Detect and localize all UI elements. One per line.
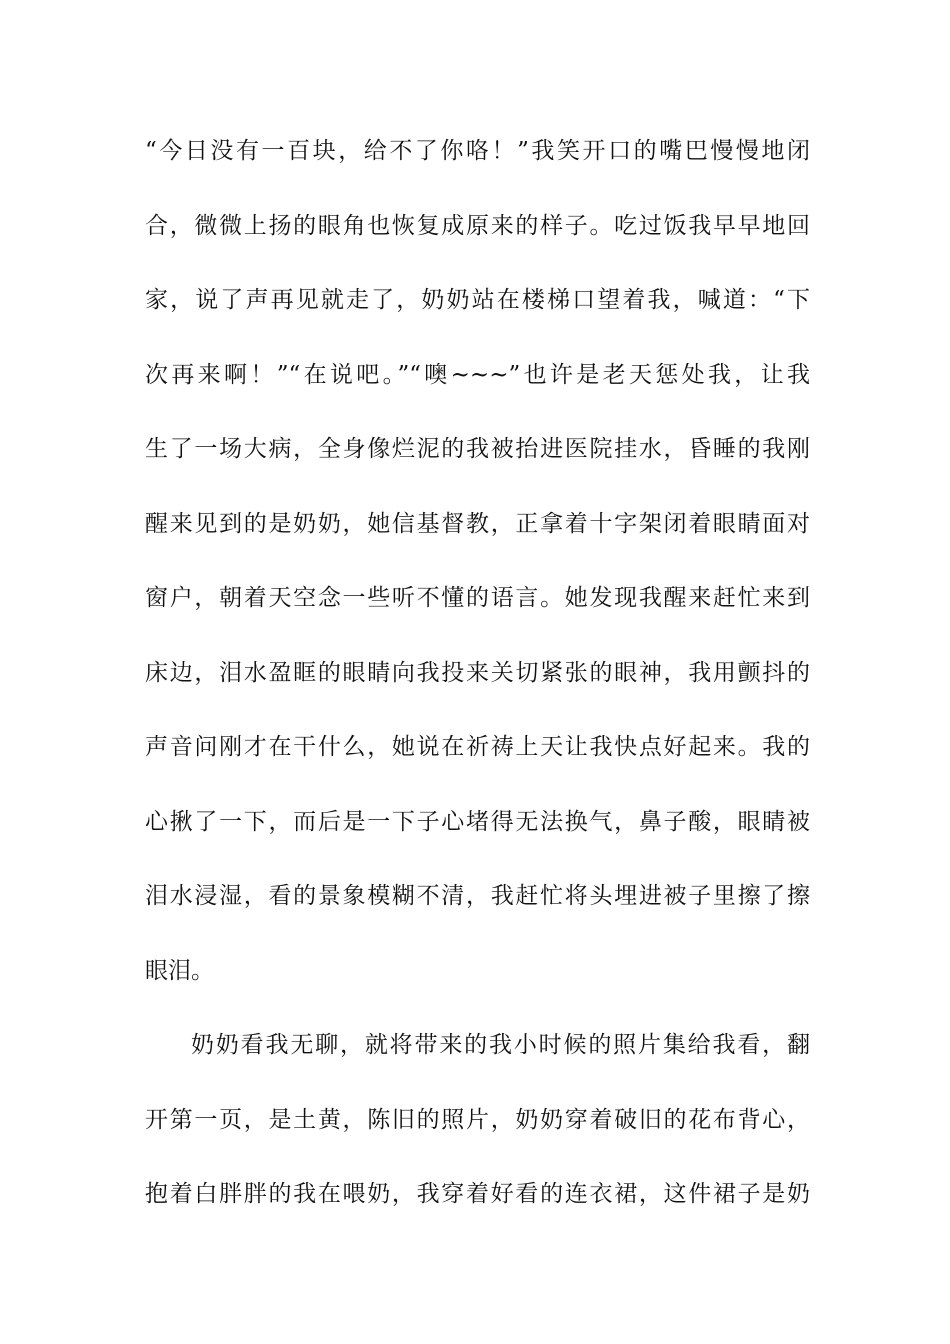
text-line: 奶奶看我无聊，就将带来的我小时候的照片集给我看，翻	[191, 1032, 810, 1058]
text-line: 泪水浸湿，看的景象模糊不清，我赶忙将头埋进被子里擦了擦	[145, 883, 810, 909]
text-line: 窗户，朝着天空念一些听不懂的语言。她发现我醒来赶忙来到	[145, 585, 810, 611]
text-line: 声音问刚才在干什么，她说在祈祷上天让我快点好起来。我的	[145, 734, 810, 760]
text-line: 心揪了一下，而后是一下子心堵得无法换气，鼻子酸，眼睛被	[145, 808, 810, 835]
text-line: 开第一页，是土黄，陈旧的照片，奶奶穿着破旧的花布背心，	[145, 1106, 810, 1133]
text-line: 醒来见到的是奶奶，她信基督教，正拿着十字架闭着眼睛面对	[145, 510, 810, 537]
text-line: 床边，泪水盈眶的眼睛向我投来关切紧张的眼神，我用颤抖的	[145, 659, 810, 686]
text-line: 抱着白胖胖的我在喂奶，我穿着好看的连衣裙，这件裙子是奶	[145, 1181, 810, 1207]
text-line: 家，说了声再见就走了，奶奶站在楼梯口望着我，喊道：“下	[145, 287, 810, 313]
text-line: “今日没有一百块，给不了你咯！”我笑开口的嘴巴慢慢地闭	[145, 138, 810, 164]
text-line: 合，微微上扬的眼角也恢复成原来的样子。吃过饭我早早地回	[145, 212, 810, 239]
text-line: 眼泪。	[145, 957, 214, 984]
text-line: 生了一场大病，全身像烂泥的我被抬进医院挂水，昏睡的我刚	[145, 436, 810, 462]
text-line: 次再来啊！”“在说吧。”“噢~~~”也许是老天惩处我，让我	[145, 361, 810, 388]
paragraph-2	[145, 1030, 810, 1254]
paragraph-1	[145, 136, 810, 1030]
